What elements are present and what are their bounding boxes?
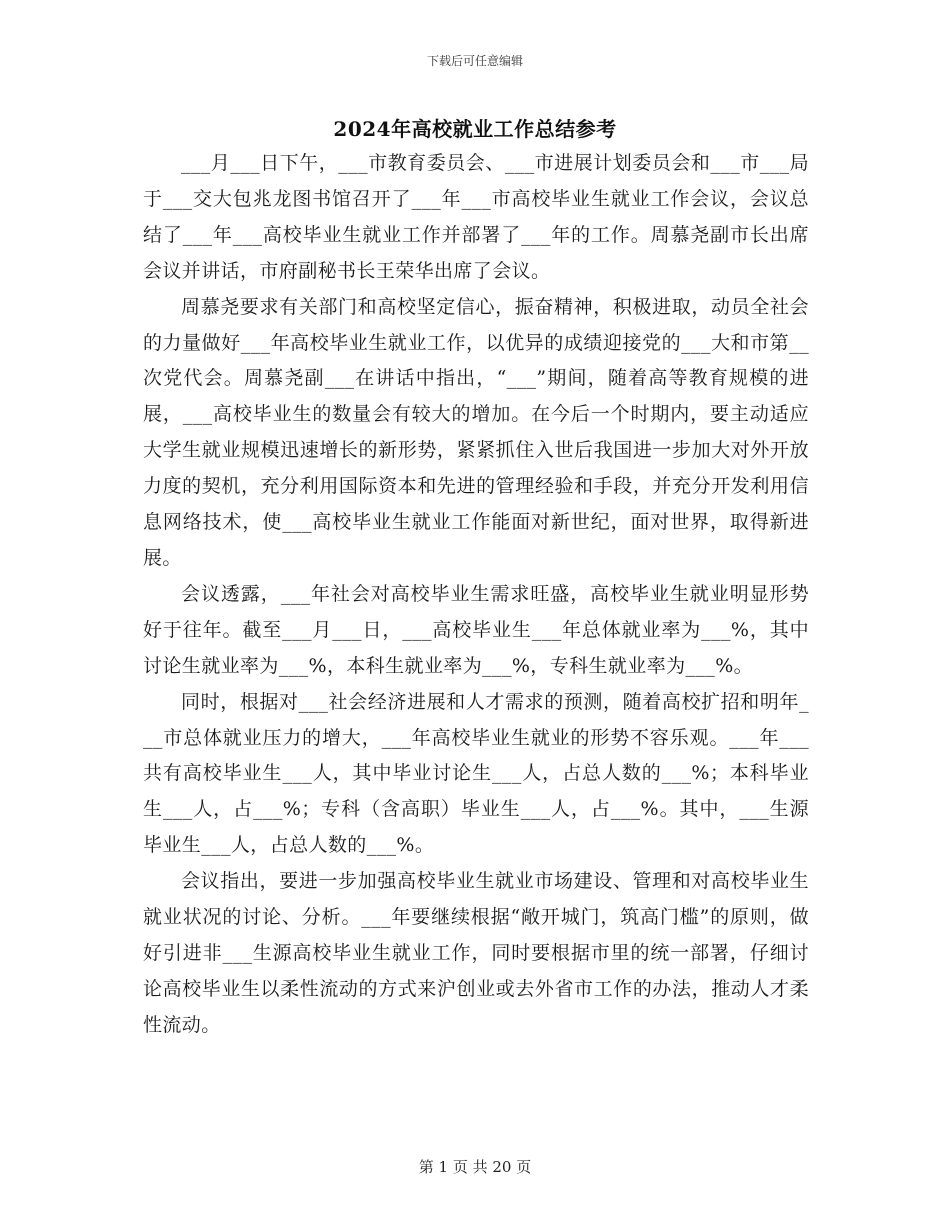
page-number-footer: 第 1 页 共 20 页: [418, 1158, 532, 1176]
paragraph-3: 会议透露，___年社会对高校毕业生需求旺盛，高校毕业生就业明显形势好于往年。截至___月___日，___高校毕业生___年总体就业率为___%，其中讨论生就业率为___%，本科生就业率为___%，专科生就业率为___%。: [143, 582, 809, 677]
document-body: [143, 146, 809, 1044]
document-title: 2024年高校就业工作总结参考: [333, 117, 617, 141]
paragraph-4: 同时，根据对___社会经济进展和人才需求的预测，随着高校扩招和明年___市总体就业压力的增大，___年高校毕业生就业的形势不容乐观。___年___共有高校毕业生___人，其中毕业讨论生___人，占总人数的___%；本科毕业生___人，占___%；专科（含高职）毕业生___人，占___%。其中，___生源毕业生___人，占总人数的___%。: [143, 690, 809, 857]
paragraph-2: 周慕尧要求有关部门和高校坚定信心，振奋精神，积极进取，动员全社会的力量做好___年高校毕业生就业工作，以优异的成绩迎接党的___大和市第__次党代会。周慕尧副___在讲话中指出，“___”期间，随着高等教育规模的进展，___高校毕业生的数量会有较大的增加。在今后一个时期内，要主动适应大学生就业规模迅速增长的新形势，紧紧抓住入世后我国进一步加大对外开放力度的契机，充分利用国际资本和先进的管理经验和手段，并充分开发利用信息网络技术，使___高校毕业生就业工作能面对新世纪，面对世界，取得新进展。: [143, 295, 809, 569]
paragraph-5: 会议指出，要进一步加强高校毕业生就业市场建设、管理和对高校毕业生就业状况的讨论、分析。___年要继续根据“敞开城门，筑高门槛”的原则，做好引进非___生源高校毕业生就业工作，同时要根据市里的统一部署，仔细讨论高校毕业生以柔性流动的方式来沪创业或去外省市工作的办法，推动人才柔性流动。: [143, 870, 809, 1036]
paragraph-1: ___月___日下午，___市教育委员会、___市进展计划委员会和___市___局于___交大包兆龙图书馆召开了___年___市高校毕业生就业工作会议，会议总结了___年___高校毕业生就业工作并部署了___年的工作。周慕尧副市长出席会议并讲话，市府副秘书长王荣华出席了会议。: [143, 152, 809, 282]
header-note: 下载后可任意编辑: [426, 54, 523, 68]
